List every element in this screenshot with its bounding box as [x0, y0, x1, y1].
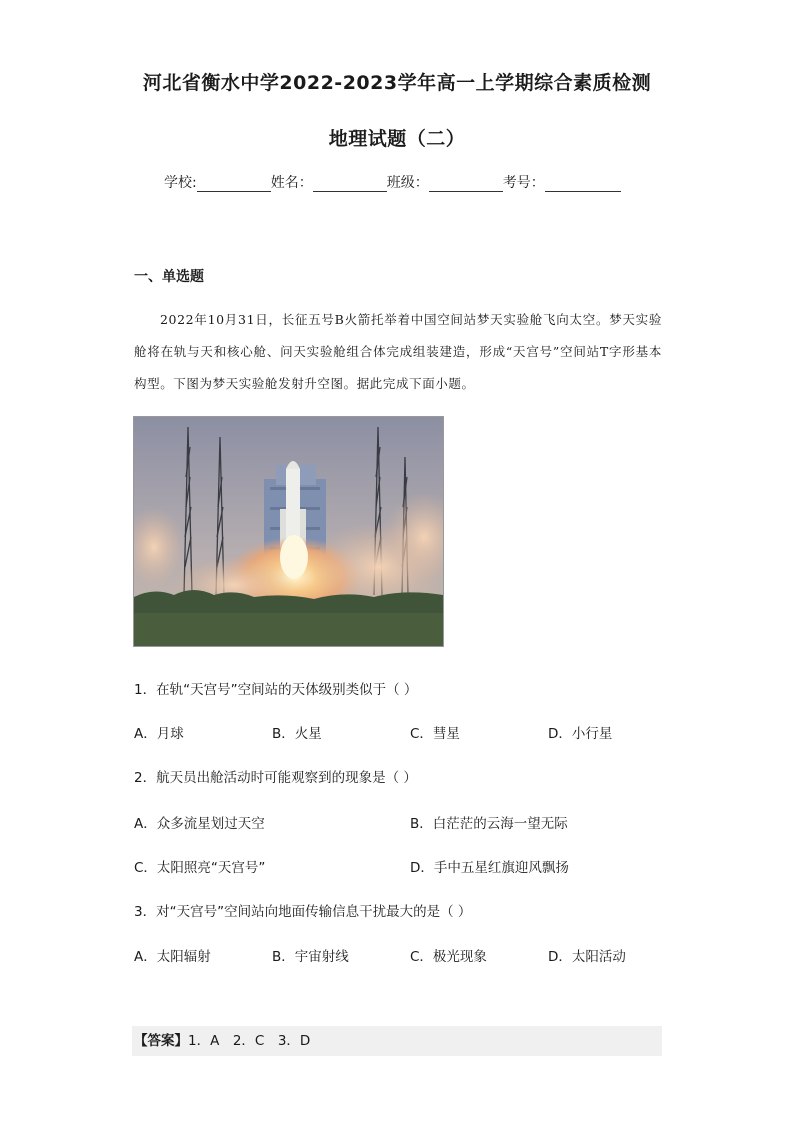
q3-option-b[interactable]: B．宇宙射线	[272, 949, 349, 965]
school-blank[interactable]	[197, 176, 271, 192]
q3-option-d[interactable]: D．太阳活动	[548, 949, 626, 965]
student-info-row	[164, 172, 644, 192]
question-3-stem: 3．对“天宫号”空间站向地面传输信息干扰最大的是（ ）	[134, 904, 472, 920]
q1-option-d[interactable]: D．小行星	[548, 726, 613, 742]
q2-option-b[interactable]: B．白茫茫的云海一望无际	[410, 816, 568, 832]
question-2-stem: 2．航天员出舱活动时可能观察到的现象是（ ）	[134, 770, 417, 786]
q3-option-a[interactable]: A．太阳辐射	[134, 949, 211, 965]
q2-option-a[interactable]: A．众多流星划过天空	[134, 816, 265, 832]
answer-text: 1．A 2．C 3．D	[188, 1033, 311, 1049]
rocket-launch-photo	[133, 416, 444, 647]
id-blank[interactable]	[545, 176, 621, 192]
exam-title-line2: 地理试题（二）	[328, 128, 466, 150]
question-1-stem: 1．在轨“天宫号”空间站的天体级别类似于（ ）	[134, 682, 418, 698]
q1-option-a[interactable]: A．月球	[134, 726, 184, 742]
name-label: 姓名：	[270, 175, 313, 191]
class-blank[interactable]	[429, 176, 503, 192]
name-blank[interactable]	[313, 176, 387, 192]
school-label: 学校:	[164, 175, 197, 191]
exam-title-line1: 河北省衡水中学2022-2023学年高一上学期综合素质检测	[142, 72, 652, 94]
q1-option-c[interactable]: C．彗星	[410, 726, 460, 742]
q3-option-c[interactable]: C．极光现象	[410, 949, 487, 965]
answer-label: 【答案】	[134, 1033, 188, 1049]
q2-option-c[interactable]: C．太阳照亮“天宫号”	[134, 860, 266, 876]
answer-box	[132, 1026, 662, 1056]
id-label: 考号：	[502, 175, 545, 191]
q1-option-b[interactable]: B．火星	[272, 726, 322, 742]
class-label: 班级：	[386, 175, 429, 191]
passage-text: 2022年10月31日，长征五号B火箭托举着中国空间站梦天实验舱飞向太空。梦天实验舱将在轨与天和核心舱、问天实验舱组合体完成组装建造，形成“天宫号”空间站T字形基本构型。下图为梦天实验舱发射升空图。据此完成下面小题。	[134, 312, 662, 391]
section-title: 一、单选题	[134, 269, 204, 285]
q2-option-d[interactable]: D．手中五星红旗迎风飘扬	[410, 860, 569, 876]
